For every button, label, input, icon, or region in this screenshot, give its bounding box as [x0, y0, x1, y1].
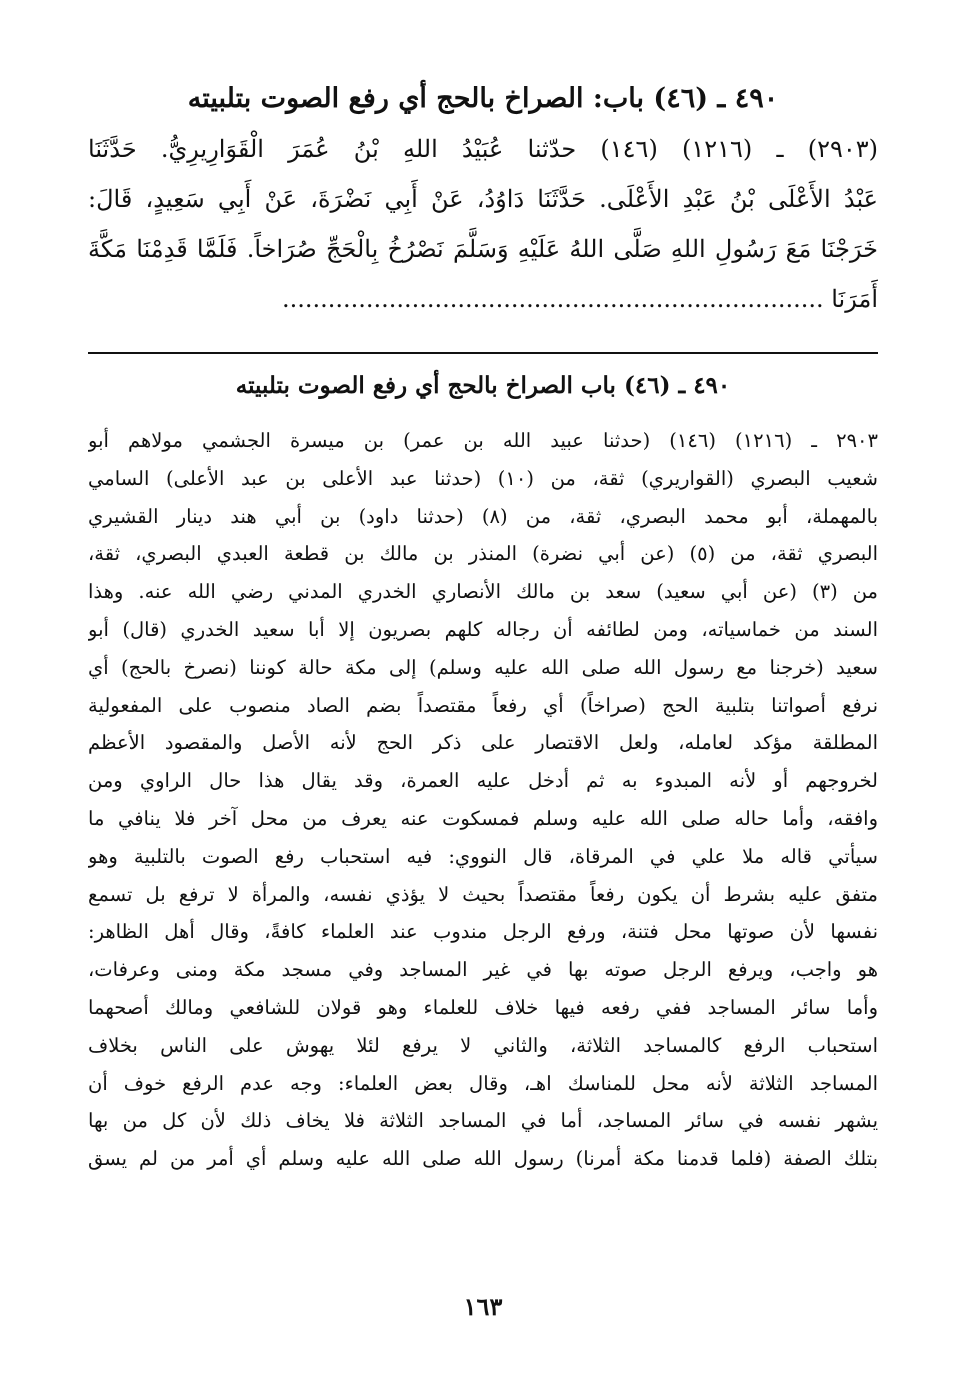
commentary-line: متفق عليه بشرط أن يكون رفعاً مقتصداً بحيث لا يؤذي نفسه، والمرأة لا ترفع بل تسمع: [88, 882, 878, 906]
book-page: [88, 70, 878, 1330]
commentary-line: المطلقة مؤكد لعامله، ولعل الاقتصار على ذكر الحج لأنه الأصل والمقصود الأعظم: [88, 731, 878, 755]
commentary-text: [88, 422, 878, 1178]
commentary-line: لخروجهم أو لأنه المبدوء به ثم أدخل عليه العمرة، وقد يقال هذا حال الراوي ومن: [88, 769, 878, 793]
commentary-line: وافقه، وأما حاله صلى الله عليه وسلم فمسكوت عنه يعرف من محل آخر فلا ينافي ما: [88, 806, 878, 830]
commentary-line: نفسها لأن صوتها محل فتنة، ورفع الرجل مندوب عند العلماء كافةً، وقال أهل الظاهر:: [88, 920, 878, 944]
commentary-line: هو واجب، ويرفع الرجل صوته بها في غير المساجد وفي مسجد مكة ومنى وعرفات،: [88, 958, 878, 982]
commentary-line: يشهر نفسه في سائر المساجد، أما في المساجد الثلاثة فلا يخاف ذلك لأن كل من بها: [88, 1109, 878, 1133]
commentary-line: استحباب الرفع كالمساجد الثلاثة، والثاني لا يرفع لئلا يهوش على الناس بخلاف: [88, 1033, 878, 1057]
commentary-line: ٢٩٠٣ ـ (١٢١٦) (١٤٦) (حدثنا عبيد الله بن عمر) بن ميسرة الجشمي مولاهم أبو: [88, 429, 878, 452]
commentary-line: سعيد (خرجنا مع رسول الله صلى الله عليه وسلم) إلى مكة حالة كوننا (نصرخ بالحج) أي: [88, 655, 878, 679]
commentary-chapter-title: ٤٩٠ ـ (٤٦) باب الصراخ بالحج أي رفع الصوت بتلبيته: [235, 372, 731, 399]
hadith-text: [88, 124, 878, 324]
hadith-line: عَبْدُ الأَعْلَى بْنُ عَبْدِ الأَعْلَى. حَدَّثَنَا دَاوُدُ، عَنْ أَبِي نَضْرَةَ، عَنْ أَبِي سَعِيدٍ، قَالَ:: [88, 185, 878, 213]
commentary-line: البصري ثقة، من (٥) (عن أبي نضرة) المنذر بن مالك بن قطعة العبدي البصري، ثقة،: [88, 542, 878, 566]
commentary-line: بالمهملة، أبو محمد البصري، ثقة، من (٨) (حدثنا داود) بن أبي هند دينار القشيري: [88, 504, 878, 528]
page-number: ١٦٣: [463, 1292, 503, 1321]
hadith-line: (٢٩٠٣) ـ (١٢١٦) (١٤٦) حدّثنا عُبَيْدُ اللهِ بْنُ عُمَرَ الْقَوَارِيرِيُّ. حَدَّثَنَا: [88, 135, 878, 163]
commentary-line: سيأتي قاله ملا علي في المرقاة، قال النووي: فيه استحباب رفع الصوت بالتلبية وهو: [88, 844, 878, 868]
chapter-title: ٤٩٠ ـ (٤٦) باب: الصراخ بالحج أي رفع الصوت بتلبيته: [187, 83, 779, 114]
hadith-line: خَرَجْنَا مَعَ رَسُولِ اللهِ صَلَّى اللهُ عَلَيْهِ وَسَلَّمَ نَصْرُخُ بِالْحَجِّ صُرَاخاً. فَلَمَّا قَدِمْنَا مَكَّةَ: [88, 235, 878, 263]
commentary-line: شعيب البصري (القواريري) ثقة، من (١٠) (حدثنا عبد الأعلى بن عبد الأعلى) السامي: [88, 466, 878, 490]
commentary-line: وأما سائر المساجد ففي رفعه فيها خلاف للعلماء وهو قولان للشافعي ومالك أصحهما: [88, 995, 878, 1019]
commentary-line: المساجد الثلاثة لأنه محل للمناسك اهـ، وقال بعض العلماء: وجه عدم الرفع خوف أن: [88, 1071, 878, 1095]
section-divider: [88, 352, 878, 354]
hadith-line: أَمَرَنَا .......................................................................: [281, 285, 878, 313]
commentary-line: نرفع أصواتنا بتلبية الحج (صراخاً) أي رفعاً مقتصداً بضم الصاد منصوب على المفعولية: [88, 693, 878, 717]
commentary-line: بتلك الصفة (فلما قدمنا مكة أمرنا) رسول الله صلى الله عليه وسلم أي أمر من لم يسق: [88, 1147, 878, 1171]
commentary-line: السند من خماسياته، ومن لطائفه أن رجاله كلهم بصريون إلا أبا سعيد الخدري (قال) أبو: [88, 617, 878, 641]
commentary-line: من (٣) (عن أبي سعيد) سعد بن مالك الأنصاري الخدري المدني رضي الله عنه. وهذا: [88, 580, 878, 604]
